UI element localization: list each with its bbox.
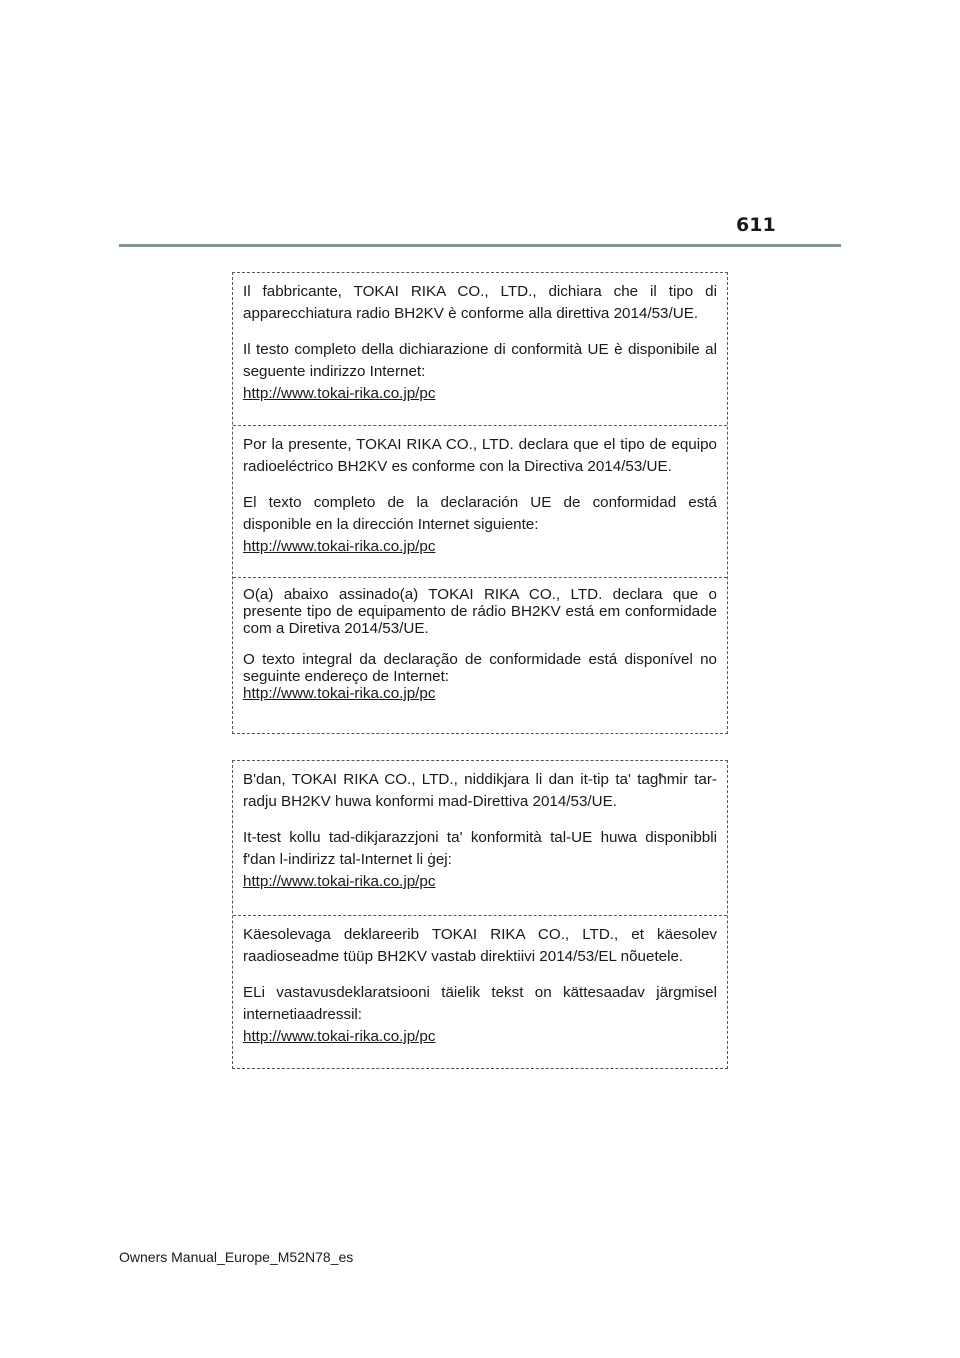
page-number: 611 bbox=[736, 214, 776, 236]
conformity-link[interactable]: http://www.tokai-rika.co.jp/pc bbox=[243, 1028, 436, 1045]
footer-doc-id: Owners Manual_Europe_M52N78_es bbox=[119, 1249, 354, 1265]
availability-text: O texto integral da declaração de conformidade está disponível no seguinte endereço de Internet: bbox=[243, 651, 717, 685]
declaration-text: Por la presente, TOKAI RIKA CO., LTD. declara que el tipo de equipo radioeléctrico BH2KV es conforme con la Directiva 2014/53/UE. bbox=[243, 436, 717, 475]
declaration-text: Käesolevaga deklareerib TOKAI RIKA CO., LTD., et käesolev raadioseadme tüüp BH2KV vastab direktiivi 2014/53/EL nõuetele. bbox=[243, 926, 717, 965]
declaration-text: B'dan, TOKAI RIKA CO., LTD., niddikjara li dan it-tip ta' tagħmir tar-radju BH2KV huwa konformi mad-Direttiva 2014/53/UE. bbox=[243, 771, 717, 810]
declaration-maltese bbox=[233, 761, 727, 916]
conformity-link[interactable]: http://www.tokai-rika.co.jp/pc bbox=[243, 873, 436, 890]
declaration-group-1 bbox=[232, 272, 728, 734]
availability-text: Il testo completo della dichiarazione di conformità UE è disponibile al seguente indirizzo Internet: bbox=[243, 341, 717, 380]
availability-text: It-test kollu tad-dikjarazzjoni ta' konformità tal-UE huwa disponibbli f'dan l-indirizz tal-Internet li ġej: bbox=[243, 829, 717, 868]
declaration-group-2 bbox=[232, 760, 728, 1069]
conformity-link[interactable]: http://www.tokai-rika.co.jp/pc bbox=[243, 538, 436, 555]
conformity-link[interactable]: http://www.tokai-rika.co.jp/pc bbox=[243, 685, 436, 702]
availability-text: ELi vastavusdeklaratsiooni täielik tekst on kättesaadav järgmisel internetiaadressil: bbox=[243, 984, 717, 1023]
declaration-text: Il fabbricante, TOKAI RIKA CO., LTD., dichiara che il tipo di apparecchiatura radio BH2KV è conforme alla direttiva 2014/53/UE. bbox=[243, 283, 717, 322]
declaration-estonian bbox=[233, 916, 727, 1068]
declaration-portuguese bbox=[233, 578, 727, 733]
declaration-text: O(a) abaixo assinado(a) TOKAI RIKA CO., LTD. declara que o presente tipo de equipamento de rádio BH2KV está em conformidade com a Diretiva 2014/53/UE. bbox=[243, 586, 717, 637]
conformity-link[interactable]: http://www.tokai-rika.co.jp/pc bbox=[243, 385, 436, 402]
declaration-spanish bbox=[233, 426, 727, 578]
availability-text: El texto completo de la declaración UE de conformidad está disponible en la dirección Internet siguiente: bbox=[243, 494, 717, 533]
header-rule bbox=[119, 244, 841, 247]
declaration-italian bbox=[233, 273, 727, 426]
